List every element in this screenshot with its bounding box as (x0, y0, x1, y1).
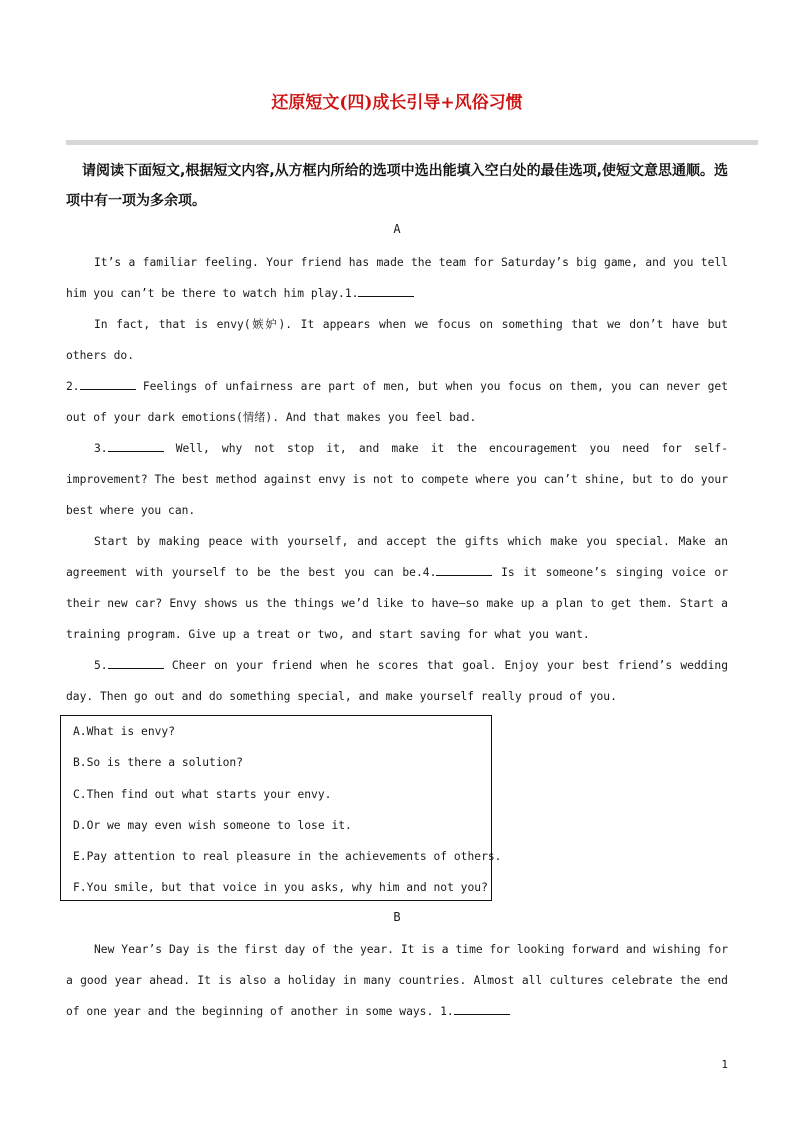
blank-1 (358, 284, 414, 297)
paragraph-2: In fact, that is envy(嫉妒). It appears when we focus on something that we don’t have but others do. (66, 318, 728, 362)
blank-number: 5. (94, 659, 108, 672)
option-d: D.Or we may even wish someone to lose it. (73, 818, 352, 832)
paragraph-text: Cheer on your friend when he scores that goal. Enjoy your best friend’s wedding day. Then go out and do something special, and make yourself really proud of you. (66, 659, 728, 703)
options-box (60, 715, 502, 901)
option-a: A.What is envy? (73, 725, 176, 738)
blank-3 (108, 439, 164, 452)
blank-b1 (454, 1002, 510, 1015)
paragraph-text: New Year’s Day is the first day of the year. It is a time for looking forward and wishing for a good year ahead. It is also a holiday in many countries. Almost all cultures celebrate the end of one year and the beginning of another in some ways. 1. (66, 943, 728, 1018)
option-c: C.Then find out what starts your envy. (73, 787, 332, 801)
blank-number: 3. (94, 442, 108, 455)
page-number: 1 (721, 1058, 728, 1071)
paragraph-3 (66, 371, 728, 433)
section-a-passage (66, 247, 728, 712)
paragraph-5 (66, 526, 728, 650)
paragraph-b1 (66, 934, 728, 1027)
paragraph-text: Is it someone’s singing voice or their new car? Envy shows us the things we’d like to have—so make up a plan to get them. Start a training program. Give up a treat or two, and start saving for what you want. (66, 566, 728, 641)
paragraph-6 (66, 650, 728, 712)
paragraph-text: Start by making peace with yourself, and accept the gifts which make you special. Make an agreement with yourself to be the best you can be.4. (66, 535, 728, 579)
section-b-label: B (393, 910, 401, 924)
paragraph-1 (66, 247, 728, 309)
paragraph-text: Feelings of unfairness are part of men, but when you focus on them, you can never get out of your dark emotions(情绪). And that makes you feel bad. (66, 380, 728, 424)
blank-5 (108, 656, 164, 669)
paragraph-text: Well, why not stop it, and make it the encouragement you need for self-improvement? The best method against envy is not to compete where you can’t shine, but to do your best where you can. (66, 442, 728, 517)
title-divider (66, 140, 758, 145)
blank-2 (80, 377, 136, 390)
paragraph-4 (66, 433, 728, 526)
section-b-passage (66, 934, 728, 1027)
option-b: B.So is there a solution? (73, 756, 244, 770)
section-a-label: A (393, 222, 401, 236)
option-e: E.Pay attention to real pleasure in the achievements of others. (73, 850, 502, 864)
page-title: 还原短文(四)成长引导+风俗习惯 (271, 93, 523, 113)
paragraph-text: It’s a familiar feeling. Your friend has made the team for Saturday’s big game, and you tell him you can’t be there to watch him play.1. (66, 256, 728, 300)
option-f: F.You smile, but that voice in you asks, why him and not you? (73, 881, 488, 895)
blank-4 (436, 563, 492, 576)
instructions: 请阅读下面短文,根据短文内容,从方框内所给的选项中选出能填入空白处的最佳选项,使短文意思通顺。选项中有一项为多余项。 (66, 163, 728, 209)
blank-number: 2. (66, 380, 80, 393)
